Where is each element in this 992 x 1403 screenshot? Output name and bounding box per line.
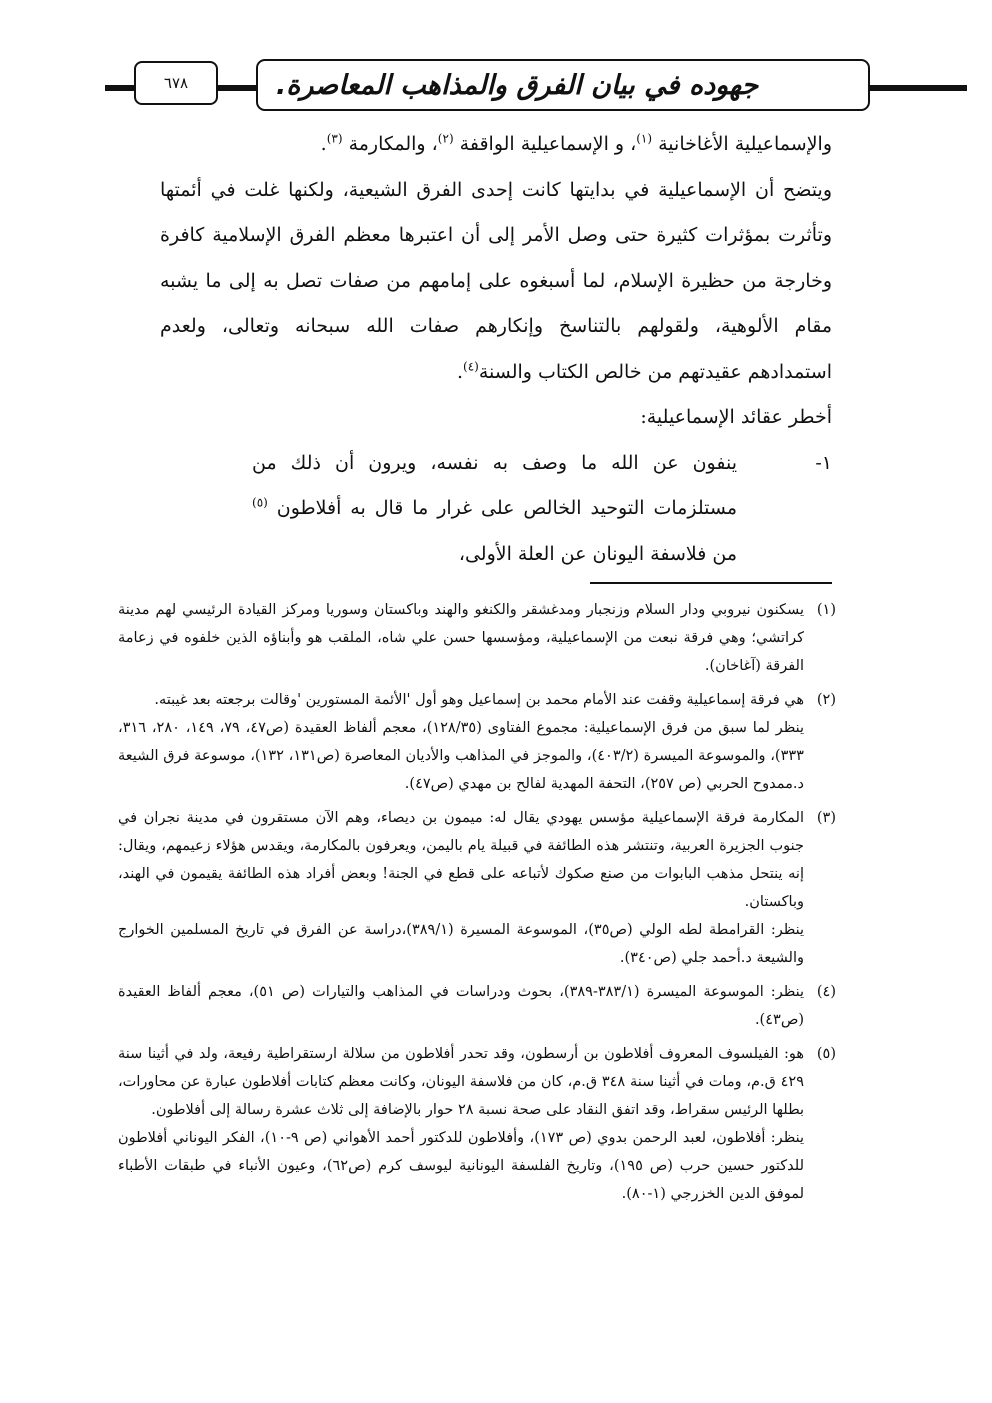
footnote-text: ينظر: القرامطة لطه الولي (ص٣٥)، الموسوعة المسيرة (٣٨٩/١)،دراسة عن الفرق في تاريخ المسلمين الخوارج والشيعة د.أحمد جلي (ص٣٤٠). — [118, 922, 805, 966]
footnote-text: ينظر لما سبق من فرق الإسماعيلية: مجموع الفتاوى (١٢٨/٣٥)، معجم ألفاظ العقيدة (ص٤٧، ٧٩، ١٤٩، ٢٨٠، ٣١٦، ٣٣٣)، والموسوعة الميسرة (٤٠٣/٢)، والموجز في المذاهب والأديان المعاصرة (ص١٣١، ١٣٢)، موسوعة فرق الشيعة د.ممدوح الحربي (ص ٢٥٧)، التحفة المهدية لفالح بن مهدي (ص٤٧). — [118, 720, 805, 792]
footnote-text: هو: الفيلسوف المعروف أفلاطون بن أرسطون، وقد تحدر أفلاطون من سلالة ارستقراطية رفيعة، ولد في أثينا سنة ٤٢٩ ق.م، ومات في أثينا سنة ٣٤٨ ق.م، كان من فلاسفة اليونان، وكانت معظم كتابات أفلاطون عبارة عن محاورات، بطلها الرئيس سقراط، وقد اتفق النقاد على صحة نسبة ٢٨ حوار بالإضافة إلى ثلاث عشرة رسالة إلى أفلاطون. — [118, 1046, 804, 1118]
footnote-text: ينظر: أفلاطون، لعبد الرحمن بدوي (ص ١٧٣)، وأفلاطون للدكتور أحمد الأهواني (ص ٩-١٠)، الفكر اليوناني أفلاطون للدكتور حسين حرب (ص ١٩٥)، وتاريخ الفلسفة اليونانية ليوسف كرم (ص٦٢)، وعيون الأنباء في طبقات الأطباء لموفق الدين الخزرجي (١-٨٠). — [118, 1130, 805, 1202]
footnote-body — [118, 1040, 814, 1208]
footnote-number: (٤) — [816, 984, 836, 1000]
list-text — [160, 441, 737, 578]
body-paragraph-2 — [160, 168, 832, 396]
footnote-2 — [118, 686, 836, 798]
footnote-text: يسكنون نيروبي ودار السلام وزنجبار ومدغشقر والكنغو والهند وباكستان وسوريا ومركز القيادة الرئيسي لهم مدينة كراتشي؛ وهي فرقة نبعت من الإسماعيلية، ومؤسسها حسن علي شاه، الملقب هو وأبناؤه الذين خلفوه في زعامة الفرقة (آغاخان). — [118, 602, 804, 674]
footnote-body — [118, 596, 814, 680]
footnote-ref-3[interactable]: (٣) — [326, 131, 343, 146]
text-segment: . — [320, 133, 327, 155]
footnote-text: ينظر: الموسوعة الميسرة (٣٨٣/١-٣٨٩)، بحوث ودراسات في المذاهب والتيارات (ص ٥١)، معجم ألفاظ العقيدة (ص٤٣). — [118, 984, 804, 1028]
footnote-ref-4[interactable]: (٤) — [463, 359, 479, 374]
footnote-body — [118, 804, 814, 972]
header-title-box — [256, 59, 870, 111]
footnote-ref-1[interactable]: (١) — [636, 131, 653, 146]
list-number: ١- — [815, 451, 832, 474]
footnote-number: (٢) — [816, 692, 836, 708]
footnote-ref-5[interactable]: (٥) — [252, 495, 268, 510]
footnote-separator — [590, 582, 832, 584]
page-header-title: جهوده في بيان الفرق والمذاهب المعاصرة. — [276, 69, 759, 101]
footnote-5 — [118, 1040, 836, 1208]
footnote-body — [118, 978, 814, 1034]
main-text — [160, 122, 832, 577]
body-line-1 — [160, 122, 832, 168]
text-segment: ، والمكارمة — [348, 133, 438, 155]
footnote-body — [118, 686, 814, 798]
text-segment: ويتضح أن الإسماعيلية في بدايتها كانت إحدى الفرق الشيعية، ولكنها غلت في أئمتها وتأثرت بمؤثرات كثيرة حتى وصل الأمر إلى أن اعتبرها معظم الفرق الإسلامية كافرة وخارجة من حظيرة الإسلام، لما أسبغوه على إمامهم من صفات تصل به إلى ما يشبه مقام الألوهية، ولقولهم بالتناسخ وإنكارهم صفات الله سبحانه وتعالى، ولعدم استمدادهم عقيدتهم من خالص الكتاب والسنة — [160, 178, 832, 383]
footnote-text: المكارمة فرقة الإسماعيلية مؤسس يهودي يقال له: ميمون بن ديصاء، وهم الآن مستقرون في مدينة نجران في جنوب الجزيرة العربية، وتنتشر هذه الطائفة في قبيلة يام باليمن، ويعرفون بالمكارمة، ويقدس هؤلاء زعيمهم، ويقال: إنه ينتحل مذهب البابوات من صنع صكوك لأتباعه على قطع في الجنة! وبعض أفراد هذه الطائفة يقيمون في الهند، وباكستان. — [118, 810, 804, 910]
list-item-1 — [160, 441, 832, 578]
footnote-number: (٣) — [816, 810, 836, 826]
footnote-number: (١) — [816, 602, 836, 618]
text-segment: من فلاسفة اليونان عن العلة الأولى، — [458, 542, 737, 565]
footnote-4 — [118, 978, 836, 1034]
text-segment: ينفون عن الله ما وصف به نفسه، ويرون أن ذلك من مستلزمات التوحيد الخالص على غرار ما قال به أفلاطون — [252, 451, 737, 519]
section-heading: أخطر عقائد الإسماعيلية: — [640, 406, 832, 428]
page-number-box — [134, 61, 218, 105]
text-segment: ، و الإسماعيلية الواقفة — [459, 133, 637, 155]
footnote-ref-2[interactable]: (٢) — [437, 131, 454, 146]
page-number: ٦٧٨ — [163, 74, 189, 92]
footnote-number: (٥) — [816, 1046, 836, 1062]
footnote-1 — [118, 596, 836, 680]
text-segment: . — [456, 360, 463, 383]
text-segment: والإسماعيلية الأغاخانية — [658, 133, 832, 155]
footnote-3 — [118, 804, 836, 972]
footnote-text: هي فرقة إسماعيلية وقفت عند الأمام محمد بن إسماعيل وهو أول 'الأئمة المستورين 'وقالت برجعته بعد غيبته. — [154, 692, 804, 708]
footnotes — [118, 596, 836, 1214]
